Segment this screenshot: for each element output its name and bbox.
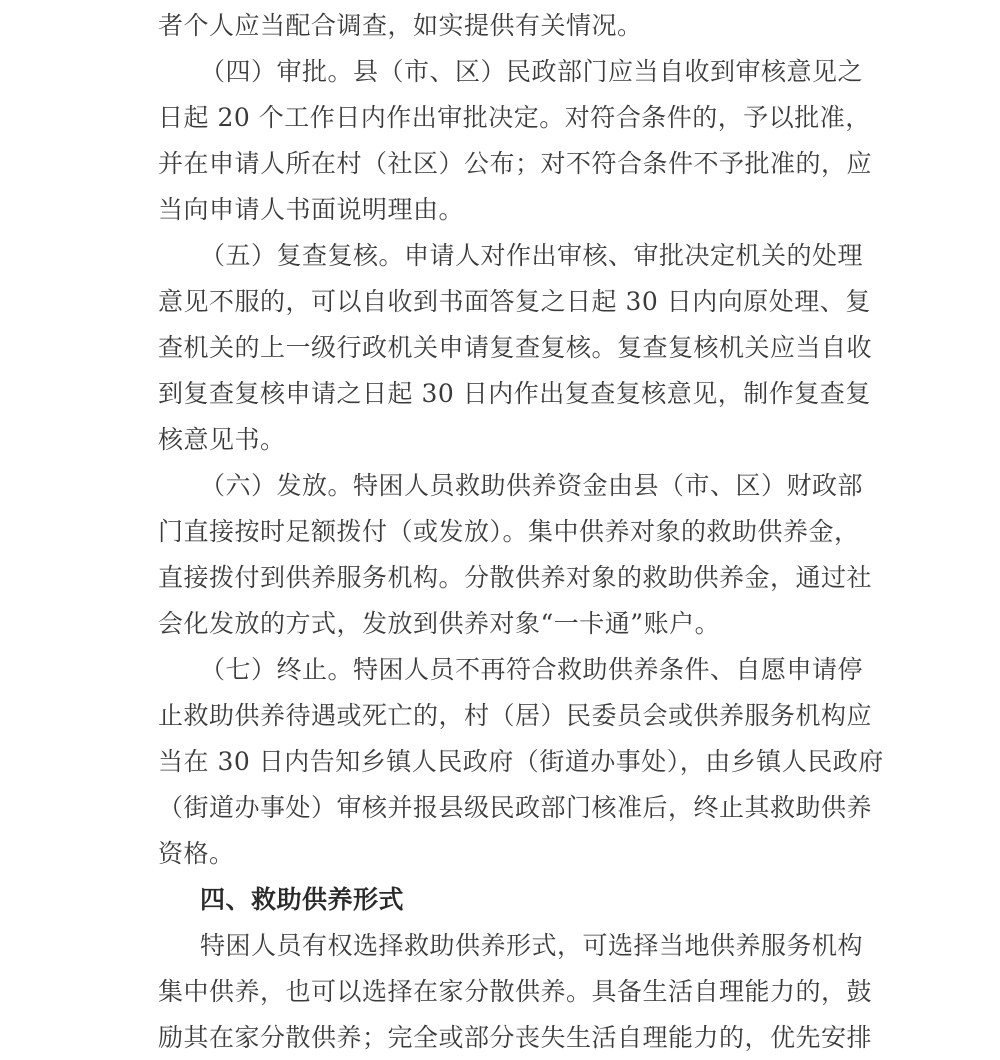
paragraph-line: （七）终止。特困人员不再符合救助供养条件、自愿申请停 [200, 655, 864, 684]
section-heading: 四、救助供养形式 [200, 885, 405, 914]
text-line: 日起 20 个工作日内作出审批决定。对符合条件的，予以批准， [158, 103, 871, 132]
paragraph-line: （五）复查复核。申请人对作出审核、审批决定机关的处理 [200, 241, 864, 270]
text-line: 查机关的上一级行政机关申请复查复核。复查复核机关应当自收 [158, 333, 873, 362]
text-line: 直接拨付到供养服务机构。分散供养对象的救助供养金，通过社 [158, 563, 873, 592]
text-line: 并在申请人所在村（社区）公布；对不符合条件不予批准的，应 [158, 149, 873, 178]
text-line: 会化发放的方式，发放到供养对象“一卡通”账户。 [158, 609, 721, 638]
text-line: 止救助供养待遇或死亡的，村（居）民委员会或供养服务机构应 [158, 701, 873, 730]
text-line: 集中供养，也可以选择在家分散供养。具备生活自理能力的，鼓 [158, 977, 873, 1006]
text-line: （街道办事处）审核并报县级民政部门核准后，终止其救助供养 [158, 793, 873, 822]
text-line: 当向申请人书面说明理由。 [158, 195, 465, 224]
text-line: 到复查复核申请之日起 30 日内作出复查复核意见，制作复查复 [158, 379, 871, 408]
paragraph-line: （四）审批。县（市、区）民政部门应当自收到审核意见之 [200, 57, 864, 86]
text-line: 者个人应当配合调查，如实提供有关情况。 [158, 11, 643, 40]
text-line: 励其在家分散供养；完全或部分丧失生活自理能力的，优先安排 [158, 1023, 873, 1052]
paragraph-line: （六）发放。特困人员救助供养资金由县（市、区）财政部 [200, 471, 864, 500]
text-line: 核意见书。 [158, 425, 286, 454]
text-line: 资格。 [158, 839, 235, 868]
text-line: 意见不服的，可以自收到书面答复之日起 30 日内向原处理、复 [158, 287, 871, 316]
text-line: 门直接按时足额拨付（或发放）。集中供养对象的救助供养金， [158, 517, 860, 546]
text-line: 当在 30 日内告知乡镇人民政府（街道办事处），由乡镇人民政府 [158, 747, 884, 776]
paragraph-line: 特困人员有权选择救助供养形式，可选择当地供养服务机构 [200, 931, 864, 960]
